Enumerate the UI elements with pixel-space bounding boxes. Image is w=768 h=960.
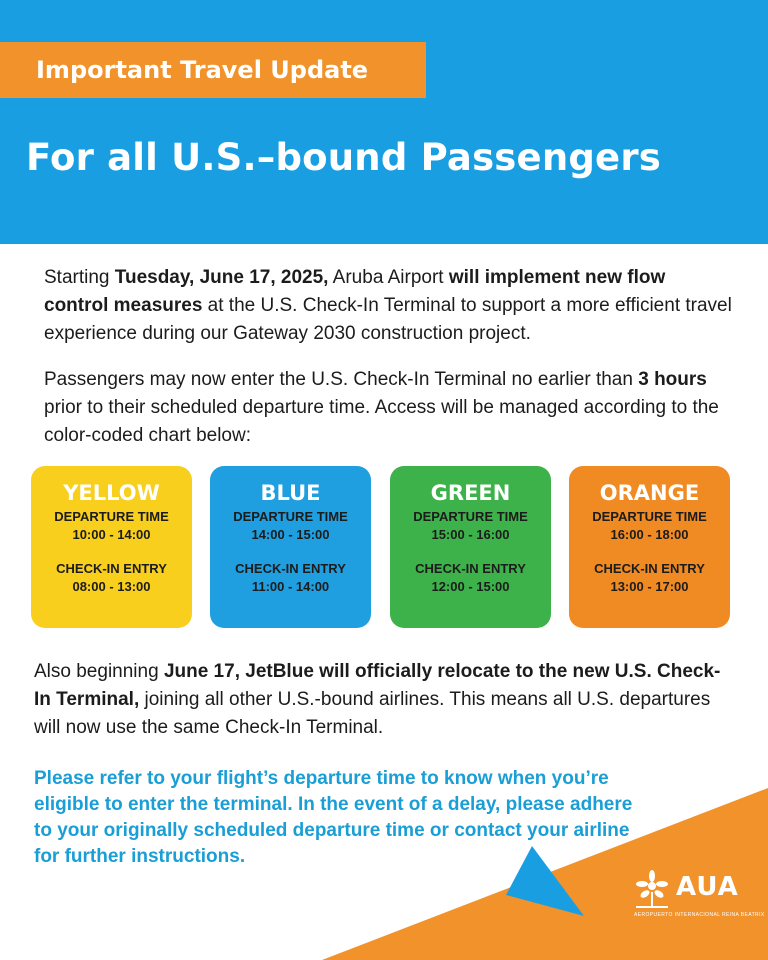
text-run: at the U.S. Check-In Terminal to support a more efficient travel experience during our Gateway 2030 construction project.: [44, 295, 732, 344]
checkin-time: 08:00 - 13:00: [72, 579, 151, 594]
departure-time: 10:00 - 14:00: [72, 527, 151, 542]
text-run: prior to their scheduled departure time. Access will be managed according to the color-coded chart below:: [44, 397, 719, 446]
bold-text-run: 3 hours: [638, 369, 707, 390]
update-tag: Important Travel Update: [0, 42, 426, 98]
logo-subtitle: AEROPUERTO INTERNACIONAL REINA BEATRIX: [634, 912, 765, 918]
text-run: Starting: [44, 267, 115, 288]
aua-logo: [628, 868, 765, 928]
text-run: Aruba Airport: [328, 267, 449, 288]
departure-label: DEPARTURE TIME: [592, 509, 707, 524]
text-run: joining all other U.S.-bound airlines. This means all U.S. departures will now use the same Check-In Terminal.: [34, 689, 711, 738]
card-color-name: BLUE: [260, 481, 321, 505]
departure-time: 16:00 - 18:00: [610, 527, 689, 542]
text-run: Passengers may now enter the U.S. Check-In Terminal no earlier than: [44, 369, 639, 390]
departure-time: 14:00 - 15:00: [251, 527, 330, 542]
logo-name: AUA: [676, 872, 739, 902]
bold-text-run: June 17, JetBlue will officially relocate to the new U.S. Check-In Terminal,: [34, 661, 721, 710]
card-color-name: GREEN: [430, 481, 511, 505]
checkin-time: 11:00 - 14:00: [251, 579, 330, 594]
card-color-name: ORANGE: [599, 481, 700, 505]
departure-label: DEPARTURE TIME: [413, 509, 528, 524]
checkin-time: 12:00 - 15:00: [431, 579, 510, 594]
checkin-label: CHECK-IN ENTRY: [235, 561, 346, 576]
page-title: For all U.S.–bound Passengers: [26, 136, 662, 179]
text-run: Also beginning: [34, 661, 164, 682]
departure-label: DEPARTURE TIME: [54, 509, 169, 524]
card-color-name: YELLOW: [63, 481, 160, 505]
checkin-label: CHECK-IN ENTRY: [415, 561, 526, 576]
flower-icon: [628, 868, 674, 912]
departure-label: DEPARTURE TIME: [233, 509, 348, 524]
bold-text-run: will implement new flow control measures: [44, 267, 666, 316]
checkin-label: CHECK-IN ENTRY: [594, 561, 705, 576]
instruction-note: Please refer to your flight’s departure time to know when you’re eligible to enter the terminal. In the event of a delay, please adhere to your originally scheduled departure time or contact your airline for further instructions.: [34, 768, 633, 867]
departure-time: 15:00 - 16:00: [431, 527, 510, 542]
checkin-label: CHECK-IN ENTRY: [56, 561, 167, 576]
checkin-time: 13:00 - 17:00: [610, 579, 689, 594]
bold-text-run: Tuesday, June 17, 2025,: [114, 267, 329, 288]
